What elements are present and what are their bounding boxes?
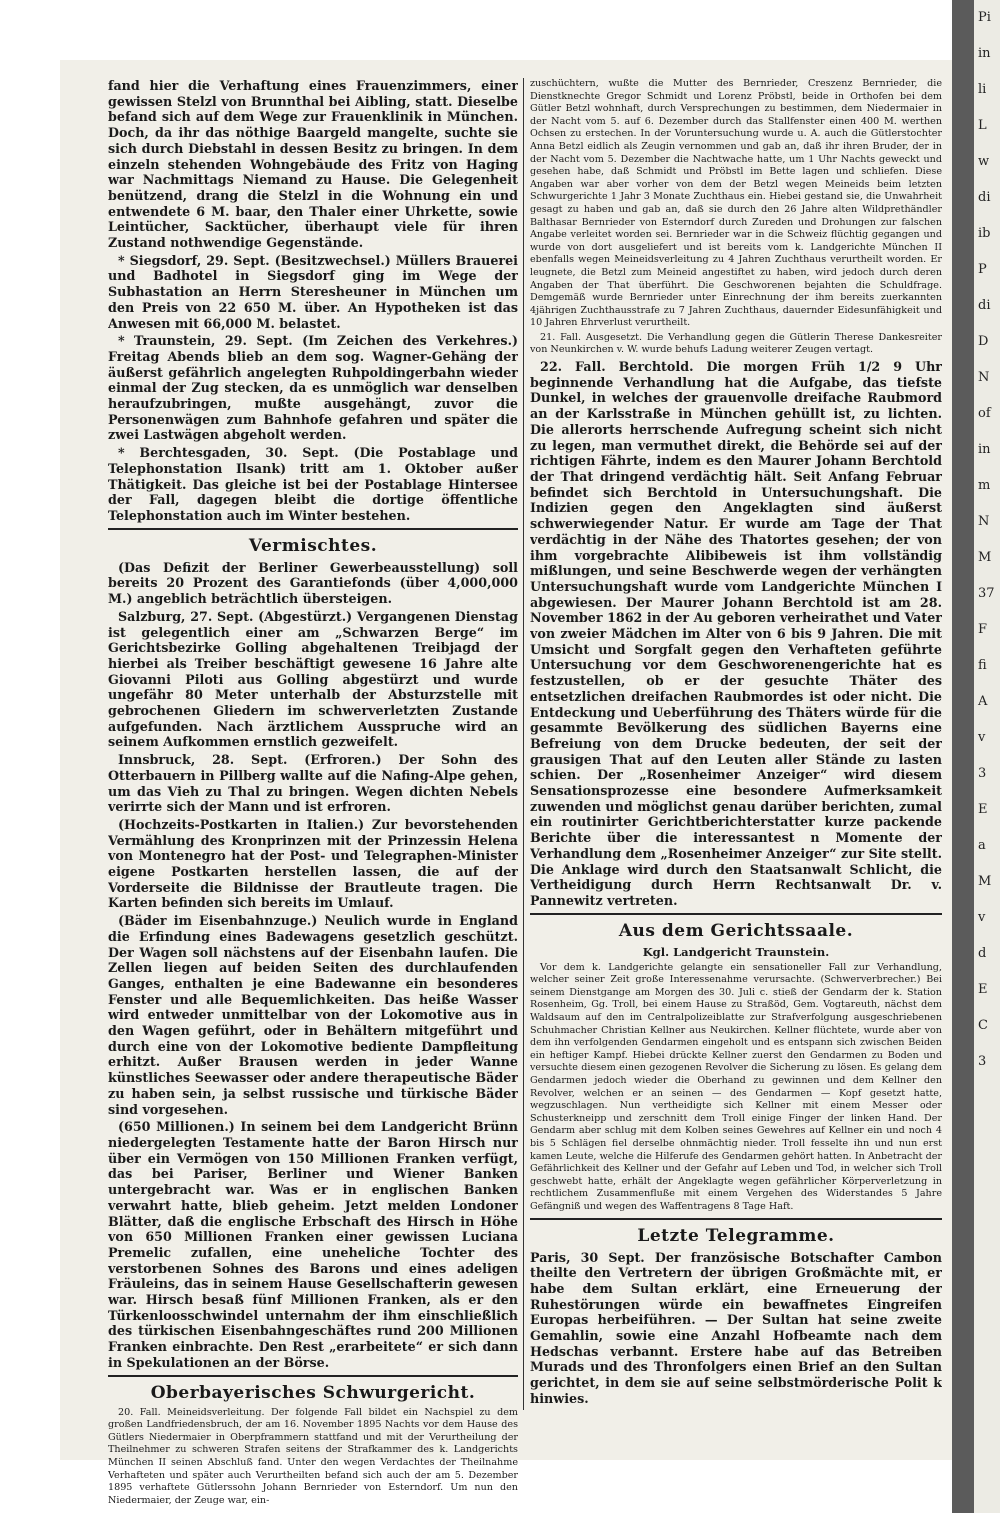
article-innsbruck: Innsbruck, 28. Sept. (Erfroren.) Der Sohn des Otterbauern in Pillberg wallte auf die Nafing-Alpe gehen, um das Vieh zu Thal zu bringen. Wegen dichten Nebels verirrte sich der Mann und ist erfroren. (108, 752, 518, 815)
edge-fragment: F (978, 622, 988, 637)
edge-fragment: of (978, 406, 991, 421)
edge-fragment: N (978, 370, 990, 385)
edge-fragment: E (978, 802, 988, 817)
edge-fragment: m (978, 478, 991, 493)
edge-fragment: w (978, 154, 990, 169)
article-schwerverbrecher: Vor dem k. Landgerichte gelangte ein sensationeller Fall zur Verhandlung, welcher seiner Zeit große Interessenahme verursachte. (Schwerverbrecher.) Bei seinem Dienstgange am Morgen des 30. Juli c. stieß der Gendarm der k. Station Rosenheim, Gg. Troll, bei einem Hause zu Straßöd, Gem. Vogtareuth, nächst dem Waldsaum auf den im Centralpolizeiblatte zur Strafverfolgung ausgeschriebenen Schuhmacher Christian Kellner aus Neukirchen. Kellner flüchtete, wurde aber von dem ihn verfolgenden Gendarmen eingeholt und es entspann sich zwischen Beiden ein heftiger Kampf. Hiebei drückte Kellner zuerst den Gendarmen zu Boden und versuchte diesem einen gezogenen Revolver die Sicherung zu lösen. Es gelang dem Gendarmen jedoch wieder die Oberhand zu gewinnen und dem Kellner den Revolver, welchen er an seinen — des Gendarmen — Kopf gesetzt hatte, wegzuschlagen. Nun vertheidigte sich Kellner mit einem Messer oder Schusterkneipp und zerschnitt dem Troll einige Finger der linken Hand. Der Gendarm aber schlug mit dem Kolben seines Gewehres auf Kellner ein und noch 4 bis 5 Schlägen fiel derselbe ohnmächtig nieder. Troll fesselte ihn und nun erst kamen Leute, welche die Hilferufe des Gendarmen gehört hatten. In Anbetracht der Gefährlichkeit des Kellner und der Gefahr auf Leben und Tod, in welcher sich Troll geschwebt hatte, erhält der Angeklagte wegen gefährlicher Körperverletzung in rechtlichem Zusammenfluße mit einem Vergehen des Widerstandes 5 Jahre Gefängniß und wegen des Waffentragens 8 Tage Haft. (530, 961, 942, 1212)
edge-fragment: 3 (978, 766, 987, 781)
edge-fragment: a (978, 838, 986, 853)
article-fall-21: 21. Fall. Ausgesetzt. Die Verhandlung gegen die Gütlerin Therese Dankesreiter von Neunkirchen v. W. wurde behufs Ladung weiterer Zeugen vertagt. (530, 331, 942, 356)
edge-fragment: di (978, 190, 991, 205)
edge-fragment: ib (978, 226, 991, 241)
article-fall-20-cont: zuschüchtern, wußte die Mutter des Bernrieder, Creszenz Bernrieder, die Dienstknechte Gregor Schmidt und Lorenz Pröbstl, beide in Orthofen bei dem Gütler Betzl wohnhaft, durch Versprechungen zu bestimmen, dem Niedermaier in der Nacht vom 5. auf 6. Dezember durch das Stallfenster einen 400 M. werthen Ochsen zu erstechen. In der Voruntersuchung wurde u. A. auch die Gütlerstochter Anna Betzl eidlich als Zeugin vernommen und gab an, daß ihr ihren Bruder, der in der Nacht vom 5. Dezember die Nachtwache hatte, um 1 Uhr Nachts geweckt und gesehen habe, daß Schmidt und Pröbstl im Bette lagen und schliefen. Diese Angaben war aber vorher von dem der Betzl wegen Meineids beim letzten Schwurgerichte 1 Jahr 3 Monate Zuchthaus ein. Hiebei gestand sie, die Unwahrheit gesagt zu haben und gab an, daß sie durch den 26 Jahre alten Wildprethändler Balthasar Bernrieder von Esterndorf durch Zureden und Drohungen zur falschen Angabe verleitet worden sei. Bernrieder war in die Schweiz flüchtig gegangen und wurde von dort ausgeliefert und ist bereits vom k. Landgerichte München II ebenfalls wegen Meineidsverleitung zu 4 Jahren Zuchthaus verurtheilt worden. Er leugnete, die Betzl zum Meineid angestiftet zu haben, wird jedoch durch deren Angaben der That überführt. Die Geschworenen bejahten die Schuldfrage. Demgemäß wurde Bernrieder unter Einrechnung der ihm bereits zuerkannten 4jährigen Zuchthausstrafe zu 7 Jahren Zuchthaus, dauernder Eidesunfähigkeit und 10 Jahren Ehrverlust verurtheilt. (530, 78, 942, 329)
edge-fragment: C (978, 1018, 988, 1033)
article-fall-20: 20. Fall. Meineidsverleitung. Der folgende Fall bildet ein Nachspiel zu dem großen Landfriedensbruch, der am 16. November 1895 Nachts vor dem Hause des Gütlers Niedermaier in Oberpframmern stattfand und mit der Verurtheilung der Theilnehmer zu schweren Strafen seitens der Strafkammer des k. Landgerichts München II seinen Abschluß fand. Unter den wegen Verdachtes der Theilnahme Verhafteten und später auch Verurtheilten befand sich auch der am 5. Dezember 1895 verhaftete Gütlerssohn Johann Bernrieder von Esterndorf. Um nun den Niedermaier, der Zeuge war, ein- (108, 1406, 518, 1506)
right-column (530, 78, 942, 1409)
article-paris: Paris, 30 Sept. Der französische Botschafter Cambon theilte den Vertretern der übrigen Großmächte mit, er habe dem Sultan erklärt, eine Erneuerung der Ruhestörungen würde ein bewaffnetes Eingreifen Europas herbeiführen. — Der Sultan hat seine zweite Gemahlin, sowie eine Anzahl Hofbeamte nach dem Hedschas verbannt. Erstere habe auf das Betreiben Murads und des Thronfolgers einen Brief an den Sultan gerichtet, in dem sie auf seine selbstmörderische Polit k hinwies. (530, 1249, 942, 1406)
edge-fragment: N (978, 514, 990, 529)
edge-fragment: d (978, 946, 987, 961)
article-postkarten: (Hochzeits-Postkarten in Italien.) Zur bevorstehenden Vermählung des Kronprinzen mit der Prinzessin Helena von Montenegro hat der Post- und Telegraphen-Minister eigene Postkarten herstellen lassen, die auf der Vorderseite die Bildnisse der Brautleute tragen. Die Karten befinden sich bereits im Umlauf. (108, 816, 518, 911)
edge-fragment: D (978, 334, 989, 349)
article-traunstein: * Traunstein, 29. Sept. (Im Zeichen des Verkehres.) Freitag Abends blieb an dem sog. Wagner-Gehäng der äußerst gefährlich angelegten Ruhpoldingerbahn wieder einmal der Zug stecken, da es unmöglich war denselben heraufzubringen, mußte ausgehängt, zuvor die Personenwägen zum Bahnhofe gefahren und später die zwei Lastwägen abgeholt werden. (108, 333, 518, 443)
article-baeder: (Bäder im Eisenbahnzuge.) Neulich wurde in England die Erfindung eines Badewagens gesetzlich geschützt. Der Wagen soll nächstens auf der Eisenbahn laufen. Die Zellen liegen auf beiden Seiten des durchlaufenden Ganges, enthalten je eine Badewanne ein besonderes Fenster und alle Bequemlichkeiten. Das heiße Wasser wird entweder unmittelbar von der Lokomotive aus in den Wagen geführt, oder in Behältern mitgeführt und durch eine von der Lokomotive bediente Dampfleitung erhitzt. Außer Brausen werden in jeder Wanne künstliches Seewasser oder andere therapeutische Bäder zu haben sein, ja selbst russische und türkische Bäder sind vorgesehen. (108, 913, 518, 1117)
edge-fragment: 37 (978, 586, 995, 601)
edge-fragment: E (978, 982, 988, 997)
article-siegsdorf: * Siegsdorf, 29. Sept. (Besitzwechsel.) Müllers Brauerei und Badhotel in Siegsdorf ging im Wege der Subhastation an Herrn Steresheuner in München um den Preis von 22 650 M. über. An Hypotheken ist das Anwesen mit 66,000 M. belastet. (108, 252, 518, 331)
edge-fragment: M (978, 874, 992, 889)
edge-fragment: L (978, 118, 987, 133)
edge-fragment: in (978, 442, 991, 457)
section-heading-telegramme: Letzte Telegramme. (637, 1225, 835, 1246)
edge-fragment: 3 (978, 1054, 987, 1069)
article-fall-22: 22. Fall. Berchtold. Die morgen Früh 1/2 9 Uhr beginnende Verhandlung hat die Aufgabe, das tiefste Dunkel, in welches der grauenvolle dreifache Raubmord an der Karlsstraße in München gehüllt ist, zu lichten. Die allerorts herrschende Aufregung scheint sich nicht zu legen, man vermuthet direkt, die Behörde sei auf der richtigen Fährte, indem es den Maurer Johann Berchtold der That dringend verdächtig hält. Seit Anfang Februar befindet sich Berchtold in Untersuchungshaft. Die Indizien gegen den Angeklagten sind äußerst schwerwiegender Natur. Er wurde am Tage der That verdächtig in der Nähe des Thatortes gesehen; der von ihm vorgebrachte Alibibeweis ist ihm vollständig mißlungen, und seine Beschwerde wegen der verhängten Untersuchungshaft wurde vom Landgerichte München I abgewiesen. Der Maurer Johann Berchtold ist am 28. November 1862 in der Au geboren verheirathet und Vater von zweier Mädchen im Alter von 6 bis 9 Jahren. Die mit Umsicht und Sorgfalt gegen den Verhafteten geführte Untersuchung vor dem Geschworenengerichte hat es festzustellen, ob er der gesuchte Thäter des entsetzlichen dreifachen Raubmordes ist oder nicht. Die Entdeckung und Ueberführung des Thäters würde für die gesammte Bevölkerung des südlichen Bayerns eine Befreiung von dem Drucke bedeuten, der seit der grausigen That auf den Leuten aller Stände zu lasten schien. Der „Rosenheimer Anzeiger“ wird diesem Sensationsprozesse eine besondere Aufmerksamkeit zuwenden und möglichst genau darüber berichten, zumal ein routinirter Gerichtberichterstatter kurze packende Berichte über die interessantest n Momente der Verhandlung dem „Rosenheimer Anzeiger“ zur Site stellt. Die Anklage wird durch den Staatsanwalt Schlicht, die Vertheidigung durch Herrn Rechtsanwalt Dr. v. Pannewitz vertreten. (530, 359, 942, 908)
left-column (108, 78, 518, 1509)
article-text: fand hier die Verhaftung eines Frauenzimmers, einer gewissen Stelzl von Brunnthal bei Aibling, statt. Dieselbe befand sich auf dem Wege zur Frauenklinik in München. Doch, da ihr das nöthige Baargeld mangelte, suchte sie sich durch Diebstahl in dessen Besitz zu bringen. In dem einzeln stehenden Wohngebäude des Fritz von Haging war Nachmittags Niemand zu Hause. Die Gelegenheit benützend, drang die Stelzl in die Wohnung ein und entwendete 6 M. baar, den Thaler einer Uhrkette, sowie Leintücher, Sacktücher, überhaupt viele für ihren Zustand nothwendige Gegenstände. (108, 78, 518, 251)
adjacent-page-edge (974, 0, 1000, 1513)
section-heading-schwurgericht: Oberbayerisches Schwurgericht. (150, 1382, 476, 1403)
edge-fragment: P (978, 262, 987, 277)
edge-fragment: in (978, 46, 991, 61)
section-divider (108, 528, 518, 530)
edge-fragment: Pi (978, 10, 991, 25)
edge-fragment: v (978, 730, 986, 745)
edge-fragment: di (978, 298, 991, 313)
article-defizit: (Das Defizit der Berliner Gewerbeausstellung) soll bereits 20 Prozent des Garantiefonds (über 4,000,000 M.) angeblich beträchtlich übersteigen. (108, 559, 518, 607)
section-divider (530, 913, 942, 915)
edge-fragment: A (978, 694, 988, 709)
section-divider (108, 1375, 518, 1377)
edge-fragment: li (978, 82, 987, 97)
section-divider (530, 1218, 942, 1220)
binding-gutter (952, 0, 974, 1513)
edge-fragment: v (978, 910, 986, 925)
section-heading-gerichtssaale: Aus dem Gerichtssaale. (618, 920, 854, 941)
article-salzburg: Salzburg, 27. Sept. (Abgestürzt.) Vergangenen Dienstag ist gelegentlich einer am „Schwarzen Berge“ im Gerichtsbezirke Golling abgehaltenen Treibjagd der hierbei als Treiber beschäftigt gewesene 16 Jahre alte Giovanni Piloti aus Golling abgestürzt und wurde ungefähr 80 Meter unterhalb der Absturzstelle mit gebrochenen Gliedern im schwerverletzten Zustande aufgefunden. Nach ärztlichem Ausspruche wird an seinem Aufkommen ernstlich gezweifelt. (108, 608, 518, 750)
edge-fragment: fi (978, 658, 987, 673)
article-millionen: (650 Millionen.) In seinem bei dem Landgericht Brünn niedergelegten Testamente hatte der Baron Hirsch nur über ein Vermögen von 150 Millionen Franken verfügt, das bei Pariser, Berliner und Wiener Banken untergebracht war. Was er in englischen Banken verwahrt hatte, blieb geheim. Jetzt melden Londoner Blätter, daß die englische Erbschaft des Hirsch in Höhe von 650 Millionen Franken einer gewissen Luciana Premelic zufallen, eine uneheliche Tochter des verstorbenen Sohnes des Barons und eines adeligen Fräuleins, das in seinem Hause Gesellschafterin gewesen war. Hirsch besaß fünf Millionen Franken, als er den Türkenloosschwindel unternahm der ihm einschließlich des türkischen Eisenbahngeschäftes rund 200 Millionen Franken einbrachte. Den Rest „erarbeitete“ er sich dann in Spekulationen an der Börse. (108, 1119, 518, 1370)
section-heading-vermischtes: Vermischtes. (248, 535, 378, 556)
column-rule (523, 78, 524, 1410)
edge-fragment: M (978, 550, 992, 565)
subheading-landgericht: Kgl. Landgericht Traunstein. (642, 944, 830, 959)
article-berchtesgaden: * Berchtesgaden, 30. Sept. (Die Postablage und Telephonstation Ilsank) tritt am 1. Oktober außer Thätigkeit. Das gleiche ist bei der Postablage Hintersee der Fall, dagegen bleibt die dortige öffentliche Telephonstation auch im Winter bestehen. (108, 445, 518, 523)
